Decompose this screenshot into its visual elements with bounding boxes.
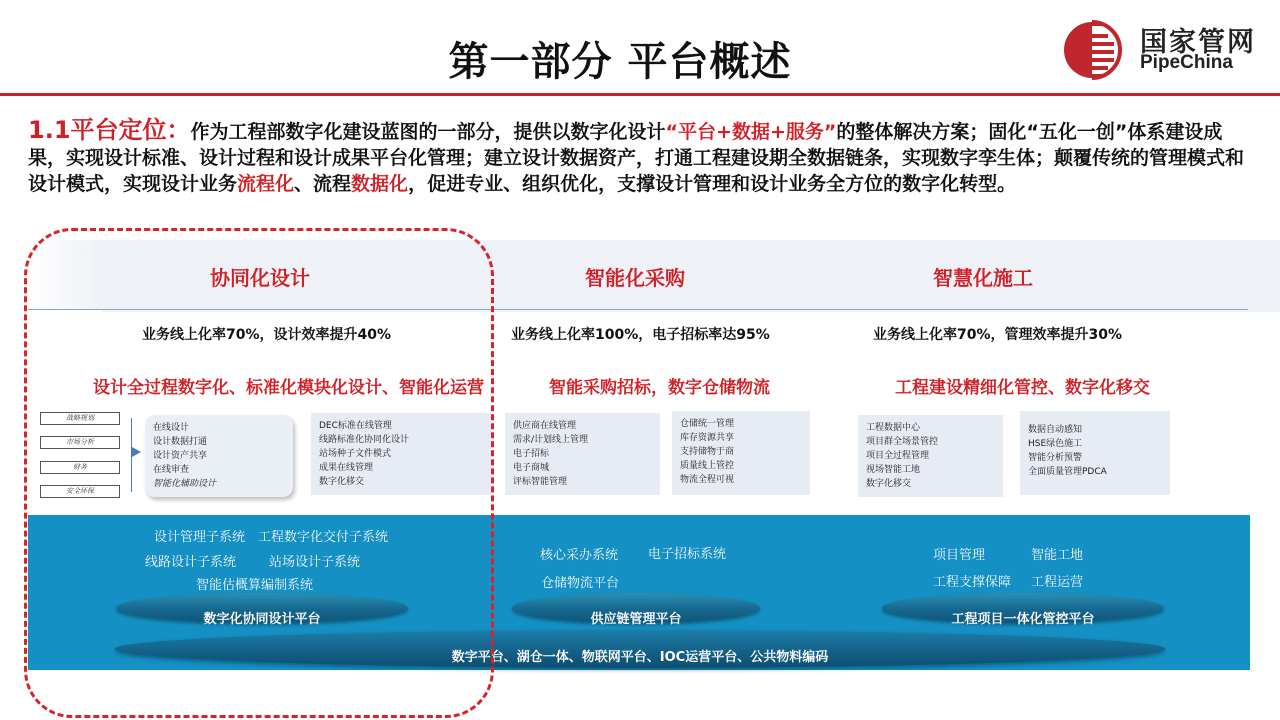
list-item: 视场智能工地 — [866, 465, 921, 475]
pipechina-logo-mark-icon — [1062, 20, 1122, 80]
intro-text-3: 、流程 — [294, 173, 352, 195]
page-title: 第一部分 平台概述 — [448, 39, 792, 85]
goal-construction: 工程建设精细化管控、数字化移交 — [895, 378, 1150, 398]
metric-construction: 业务线上化率70%，管理效率提升30% — [873, 327, 1123, 343]
side-tag-safety: 安全环保 — [40, 485, 120, 498]
design-card-features — [145, 415, 293, 497]
list-item: 项目全过程管理 — [866, 451, 930, 461]
intro-highlight-data: 数据化 — [351, 173, 409, 195]
list-item: 智能化辅助设计 — [153, 479, 217, 489]
platform-label-design: 数字化协同设计平台 — [203, 612, 321, 627]
pipechina-logo — [1062, 18, 1272, 78]
list-item: 智能分析预警 — [1028, 453, 1083, 463]
list-item: 项目群全场景管控 — [866, 437, 939, 447]
procurement-card-logistics — [672, 411, 810, 495]
list-item: 全面质量管理PDCA — [1028, 467, 1107, 477]
column-title-procurement: 智能化采购 — [585, 266, 685, 290]
side-tag-bracket — [120, 418, 132, 492]
list-item: 数字化移交 — [319, 477, 365, 487]
list-item: 线路标准化协同化设计 — [319, 435, 410, 445]
subsystem-label: 站场设计子系统 — [269, 555, 361, 570]
goal-procurement: 智能采购招标，数字仓储物流 — [549, 378, 770, 398]
subsystem-label: 线路设计子系统 — [145, 555, 237, 570]
list-item: 供应商在线管理 — [513, 421, 577, 431]
subsystem-label: 工程支撑保障 — [933, 575, 1012, 590]
subsystem-label: 仓储物流平台 — [541, 576, 620, 591]
construction-card-quality — [1020, 411, 1170, 495]
list-item: 站场种子文件模式 — [319, 449, 392, 459]
subsystem-label: 智能估概算编制系统 — [196, 578, 314, 593]
list-item: 物流全程可视 — [680, 475, 735, 485]
intro-highlight-process: 流程化 — [237, 173, 295, 195]
list-item: 数据自动感知 — [1028, 425, 1083, 435]
arrow-right-icon — [132, 447, 141, 457]
subsystem-label: 电子招标系统 — [648, 547, 727, 562]
subsystem-label: 设计管理子系统 — [154, 530, 246, 545]
list-item: 质量线上管控 — [680, 461, 735, 471]
list-item: 电子商城 — [513, 463, 550, 473]
list-item: 工程数据中心 — [866, 423, 921, 433]
platform-label-construction: 工程项目一体化管控平台 — [951, 612, 1095, 627]
metric-procurement: 业务线上化率100%，电子招标率达95% — [511, 327, 770, 343]
intro-text-1: 作为工程部数字化建设蓝图的一部分，提供以数字化设计 — [190, 121, 666, 143]
column-title-design: 协同化设计 — [210, 266, 310, 290]
band-fade — [28, 240, 102, 310]
platform-label-supply: 供应链管理平台 — [590, 612, 682, 627]
intro-text-4: ，促进专业、组织优化，支撑设计管理和设计业务全方位的数字化转型。 — [408, 173, 1017, 195]
logo-english-text: PipeChina — [1140, 52, 1233, 73]
goal-design: 设计全过程数字化、标准化模块化设计、智能化运营 — [93, 378, 484, 398]
subsystem-label: 智能工地 — [1031, 548, 1084, 563]
list-item: 评标智能管理 — [513, 477, 568, 487]
list-item: 设计数据打通 — [153, 437, 208, 447]
subsystem-label: 核心采办系统 — [540, 548, 619, 563]
metric-design: 业务线上化率70%，设计效率提升40% — [142, 327, 392, 343]
subsystem-label: 项目管理 — [933, 548, 986, 563]
intro-text-2: 的整体解决方案；固化“五化一创”体系建设成果，实现设计标准、设计过程和设计成果平台化管理；建立设计数据资产，打通工程建设期全数据链条，实现数字孪生体；颠覆传统的管理模式和设计模式，实现设计业务 — [28, 121, 1245, 195]
list-item: 需求/计划线上管理 — [513, 435, 589, 445]
header-divider — [0, 93, 1280, 96]
side-tag-finance: 财务 — [40, 461, 120, 474]
list-item: HSE绿色施工 — [1028, 439, 1083, 449]
list-item: 在线审查 — [153, 465, 190, 475]
subsystem-label: 工程数字化交付子系统 — [258, 530, 389, 545]
list-item: DEC标准在线管理 — [319, 421, 392, 431]
construction-card-management — [858, 415, 1003, 497]
side-tag-market: 市场分析 — [40, 436, 120, 449]
side-tag-strategy: 战略规划 — [40, 412, 120, 425]
list-item: 库存资源共享 — [680, 433, 735, 443]
list-item: 电子招标 — [513, 449, 550, 459]
column-header-divider — [28, 309, 1248, 310]
design-card-standards — [311, 413, 491, 495]
column-title-construction: 智慧化施工 — [933, 266, 1033, 290]
subsystem-label: 工程运营 — [1031, 575, 1084, 590]
list-item: 设计资产共享 — [153, 451, 208, 461]
base-platform-label: 数字平台、湖仓一体、物联网平台、IOC运营平台、公共物料编码 — [451, 650, 829, 665]
list-item: 数字化移交 — [866, 479, 912, 489]
list-item: 成果在线管理 — [319, 463, 374, 473]
positioning-paragraph — [28, 117, 1258, 197]
section-heading: 1.1平台定位： — [28, 116, 191, 144]
procurement-card-sourcing — [505, 413, 660, 495]
list-item: 在线设计 — [153, 423, 190, 433]
intro-highlight-platform: “平台+数据+服务” — [665, 121, 837, 143]
list-item: 支持储物于商 — [680, 447, 735, 457]
logo-chinese-text: 国家管网 — [1140, 27, 1256, 58]
list-item: 仓储统一管理 — [680, 419, 735, 429]
